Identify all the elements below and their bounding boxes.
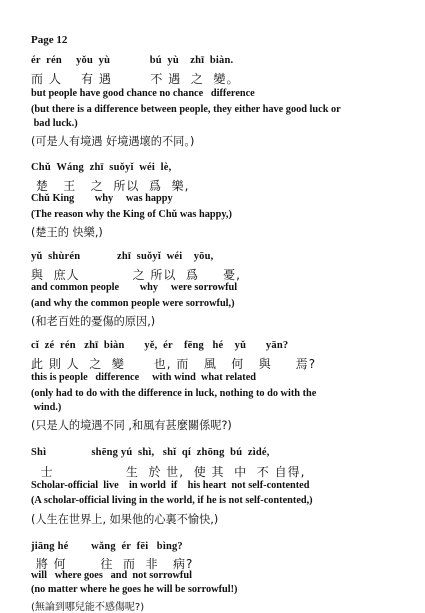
gloss-line-1: but people have good chance no chance difference: [31, 88, 255, 99]
pinyin-line-5: Shì shēng yú shì, shǐ qí zhōng bú zìdé,: [31, 447, 270, 458]
gloss-line-3: and common people why were sorrowful: [31, 282, 238, 293]
translation-line-1b: bad luck.): [31, 118, 78, 129]
paraphrase-line-2: (楚王的 快樂,): [31, 226, 103, 239]
gloss-line-6: will where goes and not sorrowful: [31, 570, 192, 581]
gloss-line-5: Scholar-official live in world if his heart not self-contented: [31, 480, 310, 491]
chinese-line-6: 將 何 往 而 非 病?: [31, 557, 194, 571]
paraphrase-line-6: (無論到哪兒能不感傷呢?): [31, 602, 145, 613]
pinyin-line-4: cǐ zé rén zhī biàn yě, ér fēng hé yǔ yān?: [31, 340, 289, 351]
translation-line-4b: wind.): [31, 402, 62, 413]
translation-line-6: (no matter where he goes he will be sorrowful!): [31, 584, 238, 595]
gloss-line-4: this is people difference with wind what related: [31, 372, 257, 383]
paraphrase-line-4: (只是人的境遇不同 ,和風有甚麼關係呢?): [31, 419, 232, 432]
gloss-line-2: Chǔ King why was happy: [31, 193, 173, 204]
paraphrase-line-5: (人生在世界上, 如果他的心裏不愉快,): [31, 513, 219, 526]
pinyin-line-1: ér rén yǒu yù bú yù zhī biàn.: [31, 55, 234, 66]
paraphrase-line-1: (可是人有境遇 好境遇壞的不同。): [31, 135, 195, 148]
translation-line-3: (and why the common people were sorrowful,): [31, 298, 235, 309]
translation-line-1a: (but there is a difference between people, they either have good luck or: [31, 104, 341, 115]
chinese-line-2: 楚 王 之 所以 爲 樂,: [31, 179, 190, 193]
translation-line-2: (The reason why the King of Chǔ was happy,): [31, 209, 232, 220]
chinese-line-4: 此 則 人 之 變 也, 而 風 何 與 焉?: [31, 357, 317, 371]
chinese-line-5: 士 生 於 世, 使 其 中 不 自得,: [31, 465, 306, 479]
pinyin-line-3: yǔ shùrén zhī suǒyǐ wéi yōu,: [31, 251, 214, 262]
page-number: Page 12: [31, 34, 68, 46]
chinese-line-1: 而 人 有 遇 不 遇 之 變。: [31, 72, 240, 86]
paraphrase-line-3: (和老百姓的憂傷的原因,): [31, 315, 156, 328]
pinyin-line-6: jiāng hé wǎng ér fēi bìng?: [31, 541, 183, 552]
translation-line-5: (A scholar-official living in the world, if he is not self-contented,): [31, 495, 313, 506]
translation-line-4a: (only had to do with the difference in luck, nothing to do with the: [31, 388, 317, 399]
chinese-line-3: 與 庶人 之 所以 爲 憂,: [31, 268, 241, 282]
pinyin-line-2: Chǔ Wáng zhī suǒyǐ wéi lè,: [31, 162, 172, 173]
